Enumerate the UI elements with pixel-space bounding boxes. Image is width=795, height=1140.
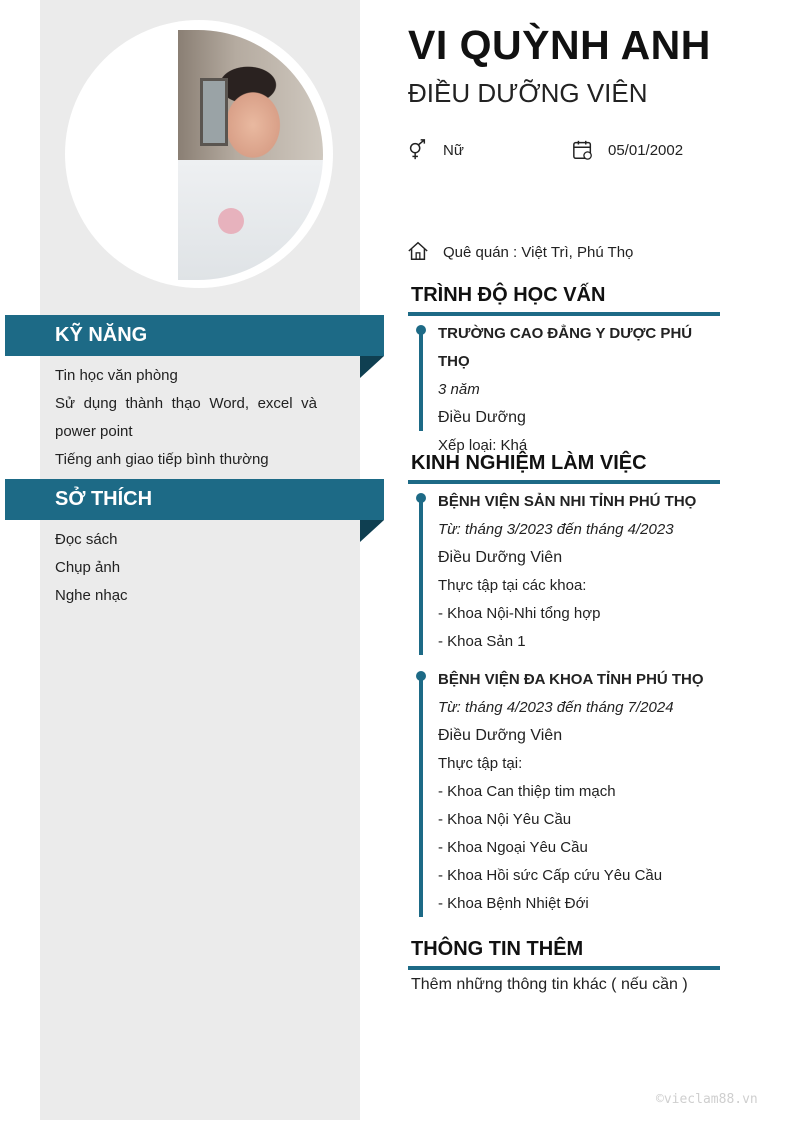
job-org: BỆNH VIỆN SẢN NHI TỈNH PHÚ THỌ bbox=[438, 493, 697, 510]
candidate-name: VI QUỲNH ANH bbox=[408, 22, 711, 68]
education-major: Điều Dưỡng bbox=[438, 409, 526, 426]
hobby-item: Chụp ảnh bbox=[55, 559, 121, 576]
experience-heading: KINH NGHIỆM LÀM VIỆC bbox=[411, 452, 647, 474]
job-detail: - Khoa Hồi sức Cấp cứu Yêu Cầu bbox=[438, 867, 663, 884]
job-position: Điều Dưỡng Viên bbox=[438, 549, 563, 566]
job-detail: - Khoa Can thiệp tim mạch bbox=[438, 783, 616, 800]
hobbies-list bbox=[55, 526, 317, 610]
job-entry bbox=[438, 666, 723, 918]
job-detail: - Khoa Nội Yêu Cầu bbox=[438, 811, 572, 828]
additional-heading: THÔNG TIN THÊM bbox=[411, 938, 584, 960]
timeline-dot bbox=[416, 325, 426, 335]
skills-header bbox=[5, 315, 384, 356]
education-grade: Xếp loại: Khá bbox=[438, 437, 528, 454]
additional-rule bbox=[408, 966, 720, 970]
job-detail: Thực tập tại: bbox=[438, 755, 523, 772]
watermark: ©vieclam88.vn bbox=[656, 1092, 758, 1107]
job-time: Từ: tháng 3/2023 đến tháng 4/2023 bbox=[438, 521, 674, 538]
hobby-item: Nghe nhạc bbox=[55, 587, 128, 604]
timeline-dot bbox=[416, 493, 426, 503]
gender-icon bbox=[406, 139, 428, 161]
hobby-item: Đọc sách bbox=[55, 531, 118, 548]
job-detail: - Khoa Ngoại Yêu Cầu bbox=[438, 839, 588, 856]
skill-item: Tin học văn phòng bbox=[55, 367, 178, 384]
education-rule bbox=[408, 312, 720, 316]
education-entry bbox=[438, 320, 723, 460]
job-detail: Thực tập tại các khoa: bbox=[438, 577, 587, 594]
job-timeline bbox=[419, 498, 423, 655]
education-timeline bbox=[419, 330, 423, 431]
home-icon bbox=[407, 240, 429, 262]
birthdate-value: 05/01/2002 bbox=[608, 142, 684, 159]
job-position: Điều Dưỡng Viên bbox=[438, 727, 563, 744]
job-timeline bbox=[419, 676, 423, 917]
job-detail: - Khoa Bệnh Nhiệt Đới bbox=[438, 895, 589, 912]
education-duration: 3 năm bbox=[438, 381, 480, 398]
skill-item: Sử dụng thành thạo Word, excel và power point bbox=[55, 395, 317, 440]
school-name: TRƯỜNG CAO ĐẲNG Y DƯỢC PHÚ THỌ bbox=[438, 325, 693, 370]
gender-value: Nữ bbox=[443, 142, 464, 159]
additional-text: Thêm những thông tin khác ( nếu cần ) bbox=[411, 976, 688, 993]
job-detail: - Khoa Nội-Nhi tổng hợp bbox=[438, 605, 601, 622]
experience-rule bbox=[408, 480, 720, 484]
calendar-icon bbox=[572, 139, 594, 161]
candidate-title: ĐIỀU DƯỠNG VIÊN bbox=[408, 78, 648, 108]
timeline-dot bbox=[416, 671, 426, 681]
skills-heading: KỸ NĂNG bbox=[55, 324, 148, 346]
skills-list bbox=[55, 362, 317, 474]
job-detail: - Khoa Sản 1 bbox=[438, 633, 526, 650]
avatar bbox=[65, 20, 333, 288]
education-heading: TRÌNH ĐỘ HỌC VẤN bbox=[411, 284, 606, 306]
hometown-value: Quê quán : Việt Trì, Phú Thọ bbox=[443, 244, 634, 261]
hobbies-header bbox=[5, 479, 384, 520]
hobbies-header-fold bbox=[360, 520, 384, 542]
skills-header-fold bbox=[360, 356, 384, 378]
skill-item: Tiếng anh giao tiếp bình thường bbox=[55, 451, 269, 468]
job-org: BỆNH VIỆN ĐA KHOA TỈNH PHÚ THỌ bbox=[438, 671, 704, 688]
hobbies-heading: SỞ THÍCH bbox=[55, 488, 153, 510]
job-entry bbox=[438, 488, 723, 656]
job-time: Từ: tháng 4/2023 đến tháng 7/2024 bbox=[438, 699, 674, 716]
